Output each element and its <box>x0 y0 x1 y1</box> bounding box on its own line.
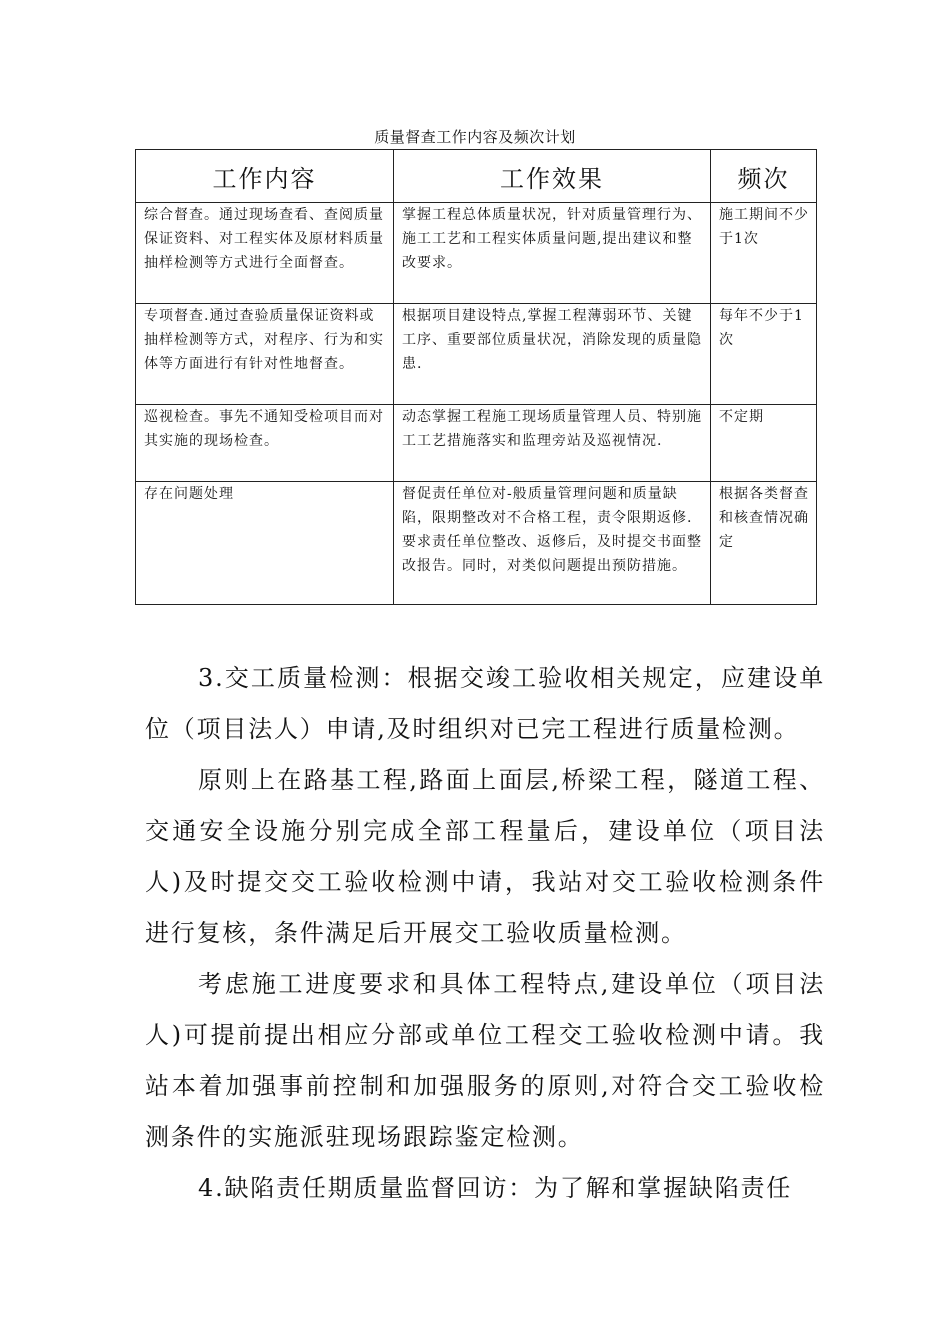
cell-content: 综合督查。通过现场查看、查阅质量保证资料、对工程实体及原材料质量抽样检测等方式进行全面督查。 <box>136 203 394 304</box>
cell-frequency: 不定期 <box>711 405 817 482</box>
cell-effect: 动态掌握工程施工现场质量管理人员、特别施工工艺措施落实和监理旁站及巡视情况. <box>394 405 711 482</box>
body-text <box>145 653 825 1214</box>
table-caption: 质量督查工作内容及频次计划 <box>374 128 576 146</box>
table-row <box>136 405 817 482</box>
table-row <box>136 304 817 405</box>
header-work-effect: 工作效果 <box>394 150 711 203</box>
cell-content: 巡视检查。事先不通知受检项目而对其实施的现场检查。 <box>136 405 394 482</box>
cell-effect: 督促责任单位对-般质量管理问题和质量缺陷，限期整改对不合格工程，责令限期返修.要求责任单位整改、返修后，及时提交书面整改报告。同时，对类似问题提出预防措施。 <box>394 482 711 605</box>
cell-frequency: 根据各类督查和核查情况确定 <box>711 482 817 605</box>
cell-frequency: 施工期间不少于1次 <box>711 203 817 304</box>
paragraph: 3.交工质量检测：根据交竣工验收相关规定，应建设单位（项目法人）申请,及时组织对已完工程进行质量检测。 <box>145 664 825 743</box>
cell-effect: 掌握工程总体质量状况，针对质量管理行为、施工工艺和工程实体质量问题,提出建议和整改要求。 <box>394 203 711 304</box>
table-header-row <box>136 150 817 203</box>
paragraph: 原则上在路基工程,路面上面层,桥梁工程，隧道工程、交通安全设施分别完成全部工程量后，建设单位（项目法人)及时提交交工验收检测中请，我站对交工验收检测条件进行复核，条件满足后开展交工验收质量检测。 <box>145 766 825 947</box>
cell-effect: 根据项目建设特点,掌握工程薄弱环节、关键工序、重要部位质量状况，消除发现的质量隐患. <box>394 304 711 405</box>
paragraph: 4.缺陷责任期质量监督回访：为了解和掌握缺陷责任 <box>198 1174 793 1202</box>
cell-content: 存在问题处理 <box>136 482 394 605</box>
header-frequency: 频次 <box>711 150 817 203</box>
table-row <box>136 203 817 304</box>
quality-inspection-table <box>135 149 817 605</box>
table-row <box>136 482 817 605</box>
cell-content: 专项督查.通过查验质量保证资料或抽样检测等方式，对程序、行为和实体等方面进行有针对性地督查。 <box>136 304 394 405</box>
cell-frequency: 每年不少于1次 <box>711 304 817 405</box>
header-work-content: 工作内容 <box>136 150 394 203</box>
paragraph: 考虑施工进度要求和具体工程特点,建设单位（项目法人)可提前提出相应分部或单位工程交工验收检测中请。我站本着加强事前控制和加强服务的原则,对符合交工验收检测条件的实施派驻现场跟踪鉴定检测。 <box>145 970 825 1151</box>
